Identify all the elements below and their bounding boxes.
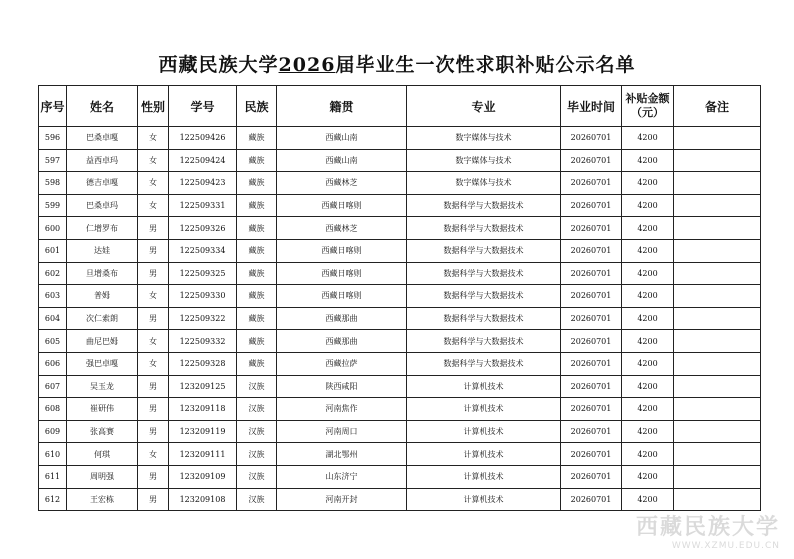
cell-major: 数据科学与大数据技术 bbox=[407, 194, 561, 217]
cell-graduation-date: 20260701 bbox=[561, 127, 622, 150]
cell-origin: 西藏日喀则 bbox=[277, 285, 407, 308]
watermark bbox=[636, 510, 780, 551]
title-suffix: 届毕业生一次性求职补贴公示名单 bbox=[335, 54, 636, 76]
header-index: 序号 bbox=[39, 86, 67, 127]
cell-student-id: 123209125 bbox=[169, 375, 237, 398]
cell-gender: 女 bbox=[138, 172, 169, 195]
cell-gender: 女 bbox=[138, 194, 169, 217]
cell-origin: 陕西咸阳 bbox=[277, 375, 407, 398]
cell-major: 数据科学与大数据技术 bbox=[407, 330, 561, 353]
cell-index: 606 bbox=[39, 352, 67, 375]
cell-origin: 湖北鄂州 bbox=[277, 443, 407, 466]
cell-amount: 4200 bbox=[622, 127, 674, 150]
header-graduation-date: 毕业时间 bbox=[561, 86, 622, 127]
cell-index: 611 bbox=[39, 465, 67, 488]
cell-graduation-date: 20260701 bbox=[561, 352, 622, 375]
cell-name: 巴桑卓嘎 bbox=[67, 127, 138, 150]
cell-amount: 4200 bbox=[622, 217, 674, 240]
cell-major: 计算机技术 bbox=[407, 375, 561, 398]
cell-name: 曲尼巴姆 bbox=[67, 330, 138, 353]
header-major: 专业 bbox=[407, 86, 561, 127]
cell-amount: 4200 bbox=[622, 239, 674, 262]
cell-student-id: 123209109 bbox=[169, 465, 237, 488]
table-row bbox=[39, 172, 761, 195]
cell-amount: 4200 bbox=[622, 488, 674, 511]
cell-origin: 西藏山南 bbox=[277, 149, 407, 172]
cell-amount: 4200 bbox=[622, 375, 674, 398]
cell-amount: 4200 bbox=[622, 398, 674, 421]
cell-ethnicity: 藏族 bbox=[237, 330, 277, 353]
cell-origin: 河南开封 bbox=[277, 488, 407, 511]
cell-index: 612 bbox=[39, 488, 67, 511]
cell-student-id: 123209111 bbox=[169, 443, 237, 466]
cell-student-id: 122509322 bbox=[169, 307, 237, 330]
cell-gender: 男 bbox=[138, 488, 169, 511]
table-row bbox=[39, 488, 761, 511]
cell-origin: 河南焦作 bbox=[277, 398, 407, 421]
header-student-id: 学号 bbox=[169, 86, 237, 127]
cell-major: 数据科学与大数据技术 bbox=[407, 239, 561, 262]
cell-graduation-date: 20260701 bbox=[561, 285, 622, 308]
table-row bbox=[39, 398, 761, 421]
cell-origin: 西藏那曲 bbox=[277, 307, 407, 330]
cell-gender: 男 bbox=[138, 262, 169, 285]
cell-amount: 4200 bbox=[622, 465, 674, 488]
cell-name: 张高赛 bbox=[67, 420, 138, 443]
cell-origin: 西藏日喀则 bbox=[277, 262, 407, 285]
cell-gender: 女 bbox=[138, 127, 169, 150]
cell-remarks bbox=[674, 262, 761, 285]
cell-remarks bbox=[674, 398, 761, 421]
page-title bbox=[0, 50, 794, 77]
cell-gender: 男 bbox=[138, 307, 169, 330]
table-row bbox=[39, 420, 761, 443]
cell-ethnicity: 藏族 bbox=[237, 239, 277, 262]
cell-amount: 4200 bbox=[622, 285, 674, 308]
cell-name: 益西卓玛 bbox=[67, 149, 138, 172]
cell-graduation-date: 20260701 bbox=[561, 488, 622, 511]
cell-name: 何琪 bbox=[67, 443, 138, 466]
cell-student-id: 122509328 bbox=[169, 352, 237, 375]
cell-student-id: 122509326 bbox=[169, 217, 237, 240]
cell-origin: 西藏拉萨 bbox=[277, 352, 407, 375]
cell-gender: 女 bbox=[138, 352, 169, 375]
cell-name: 王宏栋 bbox=[67, 488, 138, 511]
cell-graduation-date: 20260701 bbox=[561, 172, 622, 195]
cell-index: 600 bbox=[39, 217, 67, 240]
header-amount: 补贴金额（元） bbox=[622, 86, 674, 127]
cell-ethnicity: 藏族 bbox=[237, 172, 277, 195]
cell-gender: 男 bbox=[138, 217, 169, 240]
cell-graduation-date: 20260701 bbox=[561, 262, 622, 285]
cell-origin: 山东济宁 bbox=[277, 465, 407, 488]
cell-ethnicity: 藏族 bbox=[237, 307, 277, 330]
cell-remarks bbox=[674, 149, 761, 172]
table-row bbox=[39, 217, 761, 240]
cell-student-id: 123209119 bbox=[169, 420, 237, 443]
cell-student-id: 122509332 bbox=[169, 330, 237, 353]
cell-remarks bbox=[674, 465, 761, 488]
cell-gender: 女 bbox=[138, 149, 169, 172]
cell-index: 609 bbox=[39, 420, 67, 443]
cell-ethnicity: 藏族 bbox=[237, 217, 277, 240]
cell-name: 达娃 bbox=[67, 239, 138, 262]
cell-origin: 西藏山南 bbox=[277, 127, 407, 150]
table-row bbox=[39, 149, 761, 172]
cell-origin: 西藏日喀则 bbox=[277, 194, 407, 217]
cell-remarks bbox=[674, 127, 761, 150]
cell-gender: 男 bbox=[138, 239, 169, 262]
cell-gender: 男 bbox=[138, 375, 169, 398]
cell-gender: 女 bbox=[138, 443, 169, 466]
cell-student-id: 123209118 bbox=[169, 398, 237, 421]
cell-remarks bbox=[674, 488, 761, 511]
cell-ethnicity: 藏族 bbox=[237, 285, 277, 308]
cell-remarks bbox=[674, 285, 761, 308]
cell-graduation-date: 20260701 bbox=[561, 420, 622, 443]
cell-student-id: 122509330 bbox=[169, 285, 237, 308]
cell-gender: 女 bbox=[138, 330, 169, 353]
header-ethnicity: 民族 bbox=[237, 86, 277, 127]
cell-major: 计算机技术 bbox=[407, 420, 561, 443]
header-gender: 性别 bbox=[138, 86, 169, 127]
cell-origin: 西藏林芝 bbox=[277, 217, 407, 240]
watermark-url: WWW.XZMU.EDU.CN bbox=[671, 541, 780, 551]
cell-gender: 男 bbox=[138, 465, 169, 488]
cell-amount: 4200 bbox=[622, 262, 674, 285]
cell-amount: 4200 bbox=[622, 194, 674, 217]
cell-remarks bbox=[674, 330, 761, 353]
cell-major: 计算机技术 bbox=[407, 488, 561, 511]
cell-graduation-date: 20260701 bbox=[561, 443, 622, 466]
cell-student-id: 122509325 bbox=[169, 262, 237, 285]
cell-graduation-date: 20260701 bbox=[561, 375, 622, 398]
cell-major: 数据科学与大数据技术 bbox=[407, 285, 561, 308]
cell-remarks bbox=[674, 307, 761, 330]
cell-remarks bbox=[674, 375, 761, 398]
table-row bbox=[39, 443, 761, 466]
cell-origin: 西藏那曲 bbox=[277, 330, 407, 353]
watermark-logo: 西藏民族大学 bbox=[635, 515, 780, 540]
cell-ethnicity: 藏族 bbox=[237, 127, 277, 150]
cell-ethnicity: 汉族 bbox=[237, 398, 277, 421]
cell-name: 崔研伟 bbox=[67, 398, 138, 421]
cell-ethnicity: 藏族 bbox=[237, 194, 277, 217]
cell-amount: 4200 bbox=[622, 307, 674, 330]
cell-gender: 男 bbox=[138, 420, 169, 443]
cell-major: 数据科学与大数据技术 bbox=[407, 307, 561, 330]
cell-amount: 4200 bbox=[622, 352, 674, 375]
cell-amount: 4200 bbox=[622, 330, 674, 353]
cell-remarks bbox=[674, 194, 761, 217]
cell-origin: 西藏林芝 bbox=[277, 172, 407, 195]
cell-index: 601 bbox=[39, 239, 67, 262]
cell-student-id: 122509426 bbox=[169, 127, 237, 150]
cell-student-id: 122509423 bbox=[169, 172, 237, 195]
cell-amount: 4200 bbox=[622, 172, 674, 195]
cell-major: 数字媒体与技术 bbox=[407, 149, 561, 172]
cell-index: 597 bbox=[39, 149, 67, 172]
cell-graduation-date: 20260701 bbox=[561, 149, 622, 172]
cell-index: 596 bbox=[39, 127, 67, 150]
table-row bbox=[39, 465, 761, 488]
cell-ethnicity: 汉族 bbox=[237, 420, 277, 443]
table-row bbox=[39, 239, 761, 262]
cell-major: 数据科学与大数据技术 bbox=[407, 352, 561, 375]
cell-remarks bbox=[674, 239, 761, 262]
cell-remarks bbox=[674, 172, 761, 195]
header-name: 姓名 bbox=[67, 86, 138, 127]
cell-graduation-date: 20260701 bbox=[561, 217, 622, 240]
cell-name: 德吉卓嘎 bbox=[67, 172, 138, 195]
cell-major: 数字媒体与技术 bbox=[407, 172, 561, 195]
cell-index: 598 bbox=[39, 172, 67, 195]
cell-student-id: 122509424 bbox=[169, 149, 237, 172]
table-row bbox=[39, 194, 761, 217]
table-row bbox=[39, 375, 761, 398]
cell-index: 610 bbox=[39, 443, 67, 466]
table-row bbox=[39, 352, 761, 375]
cell-amount: 4200 bbox=[622, 420, 674, 443]
cell-remarks bbox=[674, 217, 761, 240]
cell-major: 数据科学与大数据技术 bbox=[407, 217, 561, 240]
cell-index: 602 bbox=[39, 262, 67, 285]
cell-index: 599 bbox=[39, 194, 67, 217]
cell-graduation-date: 20260701 bbox=[561, 465, 622, 488]
cell-origin: 河南周口 bbox=[277, 420, 407, 443]
cell-major: 计算机技术 bbox=[407, 465, 561, 488]
cell-graduation-date: 20260701 bbox=[561, 398, 622, 421]
cell-graduation-date: 20260701 bbox=[561, 239, 622, 262]
cell-name: 强巴卓嘎 bbox=[67, 352, 138, 375]
cell-amount: 4200 bbox=[622, 149, 674, 172]
cell-name: 仁增罗布 bbox=[67, 217, 138, 240]
cell-major: 计算机技术 bbox=[407, 398, 561, 421]
header-remarks: 备注 bbox=[674, 86, 761, 127]
cell-graduation-date: 20260701 bbox=[561, 194, 622, 217]
cell-name: 普姆 bbox=[67, 285, 138, 308]
cell-remarks bbox=[674, 352, 761, 375]
cell-remarks bbox=[674, 420, 761, 443]
cell-origin: 西藏日喀则 bbox=[277, 239, 407, 262]
cell-graduation-date: 20260701 bbox=[561, 307, 622, 330]
subsidy-table bbox=[38, 85, 761, 511]
cell-ethnicity: 藏族 bbox=[237, 352, 277, 375]
cell-gender: 男 bbox=[138, 398, 169, 421]
cell-graduation-date: 20260701 bbox=[561, 330, 622, 353]
cell-ethnicity: 汉族 bbox=[237, 488, 277, 511]
cell-index: 605 bbox=[39, 330, 67, 353]
table-row bbox=[39, 330, 761, 353]
cell-index: 604 bbox=[39, 307, 67, 330]
cell-ethnicity: 汉族 bbox=[237, 465, 277, 488]
title-year: 2026 bbox=[278, 54, 336, 76]
cell-remarks bbox=[674, 443, 761, 466]
cell-major: 数据科学与大数据技术 bbox=[407, 262, 561, 285]
cell-gender: 女 bbox=[138, 285, 169, 308]
table-body bbox=[39, 127, 761, 511]
cell-ethnicity: 汉族 bbox=[237, 443, 277, 466]
title-prefix: 西藏民族大学 bbox=[158, 54, 279, 76]
cell-ethnicity: 藏族 bbox=[237, 262, 277, 285]
cell-amount: 4200 bbox=[622, 443, 674, 466]
cell-name: 旦增桑布 bbox=[67, 262, 138, 285]
cell-major: 数字媒体与技术 bbox=[407, 127, 561, 150]
cell-major: 计算机技术 bbox=[407, 443, 561, 466]
cell-student-id: 122509334 bbox=[169, 239, 237, 262]
cell-name: 周明强 bbox=[67, 465, 138, 488]
table-row bbox=[39, 307, 761, 330]
cell-index: 607 bbox=[39, 375, 67, 398]
cell-name: 吴玉龙 bbox=[67, 375, 138, 398]
cell-student-id: 122509331 bbox=[169, 194, 237, 217]
table-row bbox=[39, 127, 761, 150]
header-origin: 籍贯 bbox=[277, 86, 407, 127]
cell-name: 次仁索朗 bbox=[67, 307, 138, 330]
cell-ethnicity: 藏族 bbox=[237, 149, 277, 172]
table-row bbox=[39, 285, 761, 308]
cell-ethnicity: 汉族 bbox=[237, 375, 277, 398]
table-row bbox=[39, 262, 761, 285]
cell-student-id: 123209108 bbox=[169, 488, 237, 511]
cell-name: 巴桑卓玛 bbox=[67, 194, 138, 217]
cell-index: 608 bbox=[39, 398, 67, 421]
cell-index: 603 bbox=[39, 285, 67, 308]
header-row bbox=[39, 86, 761, 127]
